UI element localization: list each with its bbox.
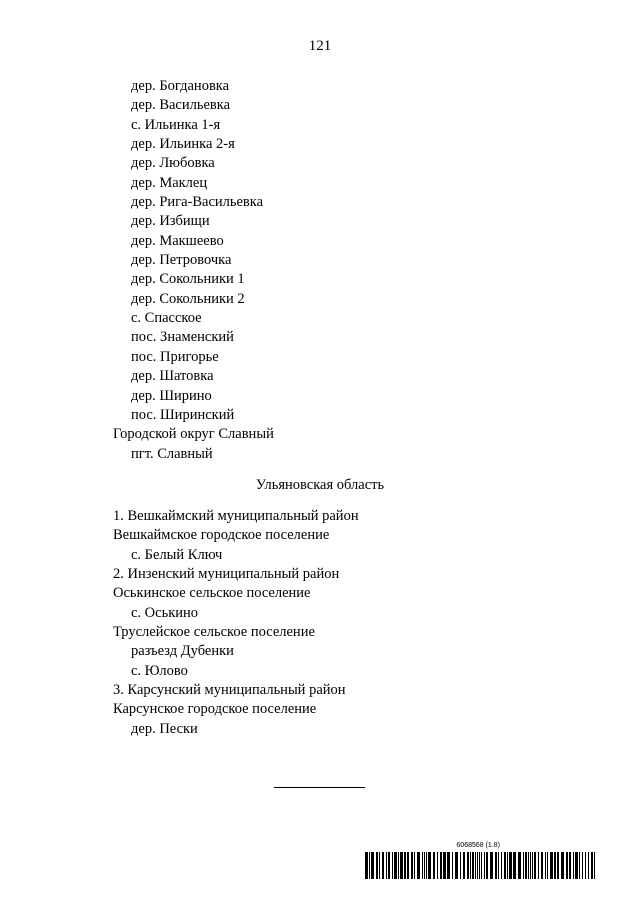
barcode-icon (365, 852, 595, 879)
list-heading: Карсунское городское поселение (113, 701, 317, 718)
barcode-bar (504, 852, 506, 879)
end-divider (274, 787, 365, 788)
barcode-bar (428, 852, 431, 879)
list-item: пос. Знаменский (131, 329, 234, 346)
barcode-bar (513, 852, 516, 879)
barcode-bar (467, 852, 469, 879)
barcode-bar (426, 852, 427, 879)
list-item: дер. Васильевка (131, 97, 231, 114)
barcode-bar (547, 852, 548, 879)
barcode-bar (484, 852, 485, 879)
barcode-bar (532, 852, 533, 879)
barcode-bar (538, 852, 539, 879)
list-item: с. Белый Ключ (131, 546, 223, 563)
list-item: дер. Ильинка 2-я (131, 136, 235, 153)
barcode-bar (447, 852, 450, 879)
barcode-bar (481, 852, 482, 879)
barcode-bar (433, 852, 435, 879)
list-item: дер. Шатовка (131, 368, 214, 385)
list-item: дер. Любовка (131, 155, 215, 172)
barcode-bar (460, 852, 461, 879)
barcode-bar (582, 852, 583, 879)
barcode-bar (463, 852, 465, 879)
barcode-bar (417, 852, 420, 879)
barcode-bar (594, 852, 595, 879)
barcode-bar (530, 852, 531, 879)
list-item: дер. Петровочка (131, 252, 232, 269)
list-item: с. Спасское (131, 310, 202, 327)
barcode-bar (443, 852, 446, 879)
barcode-bar (437, 852, 438, 879)
barcode-bar (379, 852, 380, 879)
barcode-bar (472, 852, 474, 879)
list-heading: Городской округ Славный (113, 426, 274, 443)
list-item: пос. Пригорье (131, 348, 219, 365)
barcode-bar (495, 852, 497, 879)
barcode-bar (400, 852, 403, 879)
section-title: Ульяновская область (255, 477, 385, 493)
barcode-bar (371, 852, 374, 879)
barcode-bar (528, 852, 529, 879)
barcode-bar (382, 852, 384, 879)
barcode-block (365, 842, 595, 880)
list-item: пос. Ширинский (131, 406, 235, 423)
barcode-bar (566, 852, 568, 879)
barcode-bar (588, 852, 589, 879)
barcode-bar (545, 852, 546, 879)
list-item: дер. Рига-Васильевка (131, 194, 264, 211)
barcode-bar (455, 852, 458, 879)
barcode-bar (573, 852, 574, 879)
list-item: дер. Пески (131, 720, 198, 737)
list-item: с. Оськино (131, 604, 199, 621)
barcode-bar (550, 852, 553, 879)
barcode-caption: 6068568 (1.8) (456, 842, 500, 849)
barcode-bar (554, 852, 556, 879)
barcode-bar (479, 852, 480, 879)
barcode-bar (585, 852, 586, 879)
barcode-bar (557, 852, 559, 879)
list-heading: Оськинское сельское поселение (113, 585, 311, 602)
barcode-bar (424, 852, 425, 879)
barcode-bar (392, 852, 393, 879)
barcode-bar (398, 852, 399, 879)
barcode-bar (501, 852, 502, 879)
barcode-bar (369, 852, 370, 879)
barcode-bar (386, 852, 387, 879)
barcode-bar (569, 852, 571, 879)
settlement-list-continued (0, 77, 640, 464)
barcode-bar (452, 852, 453, 879)
list-item: дер. Избищи (131, 213, 210, 230)
barcode-bar (541, 852, 543, 879)
barcode-bar (525, 852, 527, 879)
barcode-bar (422, 852, 423, 879)
barcode-bar (534, 852, 536, 879)
barcode-bar (523, 852, 524, 879)
list-item: дер. Маклец (131, 174, 208, 191)
list-heading: Вешкаймское городское поселение (113, 527, 330, 544)
barcode-bar (365, 852, 368, 879)
barcode-bar (518, 852, 521, 879)
list-heading: 3. Карсунский муниципальный район (113, 682, 346, 699)
barcode-bar (575, 852, 578, 879)
barcode-bar (591, 852, 593, 879)
page-number: 121 (308, 38, 332, 54)
barcode-bar (394, 852, 397, 879)
list-item: дер. Богдановка (131, 78, 230, 94)
barcode-bar (440, 852, 442, 879)
list-heading: 2. Инзенский муниципальный район (113, 566, 340, 583)
barcode-bar (388, 852, 390, 879)
barcode-bar (404, 852, 406, 879)
list-item: дер. Макшеево (131, 232, 224, 249)
barcode-bar (376, 852, 378, 879)
list-item: с. Ильинка 1-я (131, 116, 221, 133)
barcode-bar (414, 852, 415, 879)
list-item: дер. Ширино (131, 387, 212, 404)
list-item: разъезд Дубенки (131, 643, 234, 660)
barcode-bar (475, 852, 476, 879)
list-item: с. Юлово (131, 662, 188, 679)
barcode-bar (407, 852, 409, 879)
barcode-bar (507, 852, 508, 879)
barcode-bar (579, 852, 580, 879)
barcode-bar (509, 852, 512, 879)
list-item: дер. Сокольники 1 (131, 271, 245, 288)
barcode-bar (498, 852, 499, 879)
list-heading: Труслейское сельское поселение (113, 624, 315, 641)
list-item: пгт. Славный (131, 445, 213, 462)
barcode-bar (411, 852, 413, 879)
barcode-bar (561, 852, 564, 879)
barcode-bar (477, 852, 478, 879)
list-item: дер. Сокольники 2 (131, 290, 245, 307)
barcode-bar (470, 852, 471, 879)
barcode-bar (486, 852, 488, 879)
barcode-bar (490, 852, 493, 879)
settlement-list-ulyanovsk (0, 507, 640, 739)
list-heading: 1. Вешкаймский муниципальный район (113, 508, 359, 524)
